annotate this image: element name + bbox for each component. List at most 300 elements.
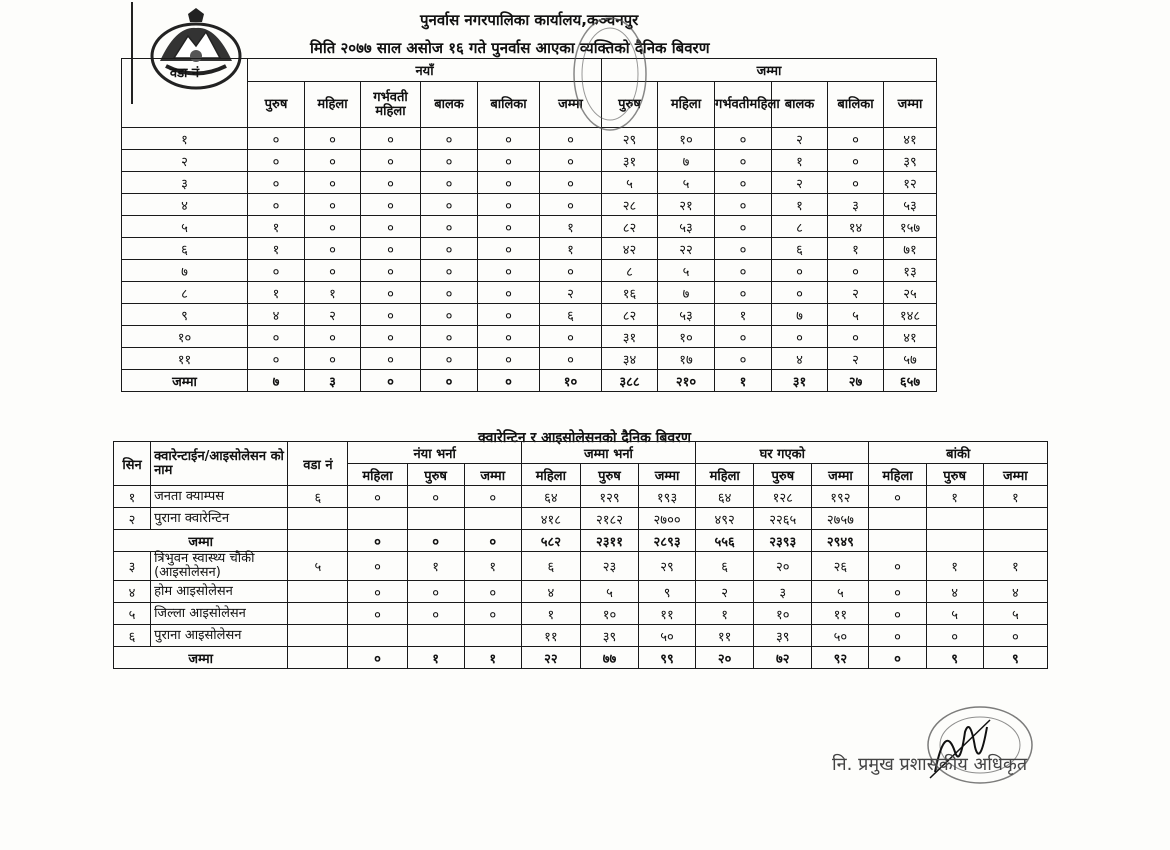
table-cell: ४ — [521, 581, 580, 603]
table-cell — [869, 530, 926, 552]
sn-cell: ५ — [114, 603, 151, 625]
table-cell: ० — [540, 260, 602, 282]
table-cell: ० — [540, 348, 602, 370]
table-cell: ३९ — [754, 625, 812, 647]
table-row — [122, 238, 937, 260]
table-cell: १० — [540, 370, 602, 392]
table-cell: १ — [540, 216, 602, 238]
table-cell: ० — [869, 486, 926, 508]
table-cell: ४१ — [884, 128, 937, 150]
table-cell: ४२ — [602, 238, 658, 260]
table-cell: ० — [248, 260, 305, 282]
table-cell: १९२ — [812, 486, 869, 508]
table-cell: १ — [772, 194, 828, 216]
went-home-header: घर गएको — [696, 442, 869, 464]
table-cell: ११ — [122, 348, 248, 370]
table-cell: ० — [421, 348, 478, 370]
table-cell: ३ — [305, 370, 361, 392]
sn-cell: ३ — [114, 552, 151, 581]
table-cell: १५७ — [884, 216, 937, 238]
table-cell: ७ — [658, 282, 715, 304]
table-cell: ० — [478, 260, 540, 282]
table-row — [122, 326, 937, 348]
table-cell: १ — [926, 552, 983, 581]
table-cell: १६ — [602, 282, 658, 304]
table-cell — [926, 530, 983, 552]
table-cell: ७ — [248, 370, 305, 392]
col-header-total: महिला — [658, 82, 715, 128]
table-cell: ० — [361, 282, 421, 304]
table-cell: ६ — [540, 304, 602, 326]
table-cell: २३ — [580, 552, 638, 581]
table-cell: ५३ — [658, 304, 715, 326]
subtotal-label: जम्मा — [114, 647, 288, 669]
table-cell: ० — [540, 172, 602, 194]
subtotal-row — [114, 647, 1048, 669]
table-cell: ० — [361, 216, 421, 238]
table-cell: ० — [248, 348, 305, 370]
facility-name-cell: जिल्ला आइसोलेसन — [151, 603, 288, 625]
ward-cell — [288, 530, 348, 552]
table-cell: ० — [540, 128, 602, 150]
col-header-new: महिला — [305, 82, 361, 128]
table-row — [122, 348, 937, 370]
table-cell: ११ — [521, 625, 580, 647]
table-cell: ० — [248, 128, 305, 150]
table-row — [122, 216, 937, 238]
table-cell: १ — [248, 216, 305, 238]
table-cell: ० — [715, 194, 772, 216]
total-admit-header: जम्मा भर्ना — [521, 442, 695, 464]
table-cell — [407, 625, 464, 647]
table-row — [114, 552, 1048, 581]
col-header-total: जम्मा — [884, 82, 937, 128]
table-cell: ० — [421, 238, 478, 260]
table-cell: ६ — [122, 238, 248, 260]
table-cell: २ — [122, 150, 248, 172]
table-cell: ० — [540, 326, 602, 348]
table-cell: ६४ — [696, 486, 754, 508]
table-cell: ४ — [248, 304, 305, 326]
table-cell: ० — [478, 326, 540, 348]
facility-name-cell: त्रिभुवन स्वास्थ्य चौकी (आइसोलेसन) — [151, 552, 288, 581]
table-cell: ० — [464, 530, 521, 552]
table-cell: ११ — [639, 603, 696, 625]
table-cell: ० — [715, 282, 772, 304]
table-cell: ० — [715, 260, 772, 282]
table-cell: १० — [658, 326, 715, 348]
ward-header: वडा नं — [122, 59, 248, 128]
table-cell: ४ — [772, 348, 828, 370]
table-cell: ० — [478, 282, 540, 304]
table-cell: २ — [696, 581, 754, 603]
table-cell: ० — [348, 647, 407, 669]
ward-cell — [288, 647, 348, 669]
table-cell: ५ — [658, 172, 715, 194]
table-cell: ० — [421, 150, 478, 172]
table-cell: ७ — [122, 260, 248, 282]
table-cell: ३८८ — [602, 370, 658, 392]
ward-no-header: वडा नं — [288, 442, 348, 486]
table-cell: ३९ — [884, 150, 937, 172]
table-cell: ० — [715, 348, 772, 370]
table-cell: १ — [248, 238, 305, 260]
col-header-new: जम्मा — [540, 82, 602, 128]
table-cell: ० — [407, 603, 464, 625]
table-cell: ३ — [122, 172, 248, 194]
table-cell: ० — [464, 603, 521, 625]
report-subtitle: मिति २०७७ साल असोज १६ गते पुनर्वास आएका व्यक्तिको दैनिक बिवरण — [310, 39, 710, 57]
table-cell: ७१ — [884, 238, 937, 260]
table-cell: १ — [715, 304, 772, 326]
total-row — [122, 370, 937, 392]
table-cell: ५ — [926, 603, 983, 625]
table-cell: ० — [305, 260, 361, 282]
table-cell: ० — [361, 260, 421, 282]
sub-col-header: जम्मा — [983, 464, 1047, 486]
table-cell: १० — [754, 603, 812, 625]
table-cell — [869, 508, 926, 530]
facility-name-cell: पुराना आइसोलेसन — [151, 625, 288, 647]
table-cell: ५३ — [658, 216, 715, 238]
table-cell: ० — [715, 216, 772, 238]
table-cell: ० — [478, 216, 540, 238]
table-cell: ० — [715, 326, 772, 348]
facility-name-cell: होम आइसोलेसन — [151, 581, 288, 603]
table-row — [122, 172, 937, 194]
table-cell: १२९ — [580, 486, 638, 508]
table-cell: ० — [421, 216, 478, 238]
table-cell: ११ — [812, 603, 869, 625]
table-cell: २१८२ — [580, 508, 638, 530]
total-group-header: जम्मा — [602, 59, 937, 82]
table-cell: २८ — [602, 194, 658, 216]
table-cell: ० — [715, 238, 772, 260]
table-cell: १ — [122, 128, 248, 150]
table-cell: १ — [540, 238, 602, 260]
table-cell: ९ — [122, 304, 248, 326]
table-cell: ३ — [754, 581, 812, 603]
officer-designation: नि. प्रमुख प्रशासकीय अधिकृत — [832, 754, 1028, 775]
table-cell: १ — [521, 603, 580, 625]
sn-cell: ४ — [114, 581, 151, 603]
table-cell: ० — [869, 581, 926, 603]
remaining-header: बांकी — [869, 442, 1048, 464]
table-cell: १७ — [658, 348, 715, 370]
table-cell: १९३ — [639, 486, 696, 508]
table-cell: १ — [696, 603, 754, 625]
table-cell: ४ — [926, 581, 983, 603]
table-cell — [926, 508, 983, 530]
sub-col-header: जम्मा — [812, 464, 869, 486]
table-cell: ० — [361, 348, 421, 370]
sub-col-header: महिला — [696, 464, 754, 486]
table-cell: ६ — [696, 552, 754, 581]
table-cell: १२८ — [754, 486, 812, 508]
table-cell: ८ — [772, 216, 828, 238]
table-cell: ५ — [122, 216, 248, 238]
table-cell: ० — [540, 194, 602, 216]
ward-cell — [288, 581, 348, 603]
table-cell: २ — [772, 172, 828, 194]
table-cell: ५ — [983, 603, 1047, 625]
table-cell: ० — [478, 194, 540, 216]
table-cell: १ — [305, 282, 361, 304]
table-cell: १ — [715, 370, 772, 392]
table-cell: ० — [348, 552, 407, 581]
table-cell: ० — [926, 625, 983, 647]
table-cell: ० — [421, 370, 478, 392]
table-cell — [348, 508, 407, 530]
sn-cell: ६ — [114, 625, 151, 647]
table-cell: ० — [248, 194, 305, 216]
col-header-total: बालिका — [828, 82, 884, 128]
table-cell: २३९३ — [754, 530, 812, 552]
table-cell: ० — [348, 581, 407, 603]
office-stamp-icon — [562, 2, 657, 142]
sub-col-header: पुरुष — [926, 464, 983, 486]
table-cell: ८ — [122, 282, 248, 304]
table-cell: ६ — [521, 552, 580, 581]
sub-col-header: जम्मा — [639, 464, 696, 486]
table-cell: ६ — [772, 238, 828, 260]
table-cell: ० — [361, 304, 421, 326]
table-cell: १ — [464, 552, 521, 581]
subtotal-row — [114, 530, 1048, 552]
table-cell: २७०० — [639, 508, 696, 530]
col-header-new: बालक — [421, 82, 478, 128]
table-cell: ० — [361, 150, 421, 172]
sub-col-header: महिला — [521, 464, 580, 486]
table-cell: ० — [305, 216, 361, 238]
table-cell: ० — [478, 238, 540, 260]
table-row — [114, 603, 1048, 625]
table-cell: ० — [869, 603, 926, 625]
table-cell: ० — [407, 486, 464, 508]
table-cell: १ — [983, 486, 1047, 508]
table-cell: ४ — [122, 194, 248, 216]
table-cell: १ — [828, 238, 884, 260]
table-cell: ० — [478, 304, 540, 326]
table-cell: ६५७ — [884, 370, 937, 392]
table-cell: ० — [248, 150, 305, 172]
table-cell: ७ — [658, 150, 715, 172]
col-header-total: पुरुष — [602, 82, 658, 128]
table-cell: ५८२ — [521, 530, 580, 552]
table-cell: ३९ — [580, 625, 638, 647]
table-cell: ० — [305, 238, 361, 260]
table-cell: ० — [361, 128, 421, 150]
sub-col-header: जम्मा — [464, 464, 521, 486]
table-cell: ० — [464, 581, 521, 603]
ward-cell — [288, 603, 348, 625]
new-group-header: नयाँ — [248, 59, 602, 82]
table-cell: ९ — [639, 581, 696, 603]
table-cell: ० — [305, 348, 361, 370]
table-cell: २९४९ — [812, 530, 869, 552]
sub-col-header: महिला — [869, 464, 926, 486]
table-cell: ० — [421, 194, 478, 216]
table-cell: ० — [361, 326, 421, 348]
table-cell: १ — [772, 150, 828, 172]
col-header-new: पुरुष — [248, 82, 305, 128]
subtotal-label: जम्मा — [114, 530, 288, 552]
table-cell: ० — [421, 304, 478, 326]
table-cell: जम्मा — [122, 370, 248, 392]
table-cell: ० — [348, 603, 407, 625]
table-cell: १० — [580, 603, 638, 625]
table-cell: ० — [828, 326, 884, 348]
table-cell: ० — [869, 647, 926, 669]
quarantine-section-title: क्वारेन्टिन र आइसोलेसनको दैनिक बिवरण — [478, 430, 692, 446]
col-header-total: गर्भवतीमहिला — [715, 82, 772, 128]
table-row — [122, 304, 937, 326]
table-cell: ० — [869, 625, 926, 647]
table-cell: २७५७ — [812, 508, 869, 530]
table-cell: ० — [305, 172, 361, 194]
table-cell: ७२ — [754, 647, 812, 669]
table-cell: ० — [421, 128, 478, 150]
table-cell: २० — [696, 647, 754, 669]
table-cell: २५ — [884, 282, 937, 304]
table-cell: ५० — [812, 625, 869, 647]
table-cell: ० — [772, 282, 828, 304]
table-cell: १० — [122, 326, 248, 348]
table-row — [114, 581, 1048, 603]
ward-cell — [288, 508, 348, 530]
table-cell: ० — [983, 625, 1047, 647]
table-cell: ५ — [658, 260, 715, 282]
table-cell: २२६५ — [754, 508, 812, 530]
sub-col-header: पुरुष — [754, 464, 812, 486]
table-cell: २२ — [658, 238, 715, 260]
col-header-new: गर्भवती महिला — [361, 82, 421, 128]
daily-arrivals-table — [121, 58, 937, 392]
table-cell: १ — [248, 282, 305, 304]
table-cell: ० — [715, 172, 772, 194]
table-cell: ० — [478, 150, 540, 172]
table-cell: २३११ — [580, 530, 638, 552]
table-cell: ८२ — [602, 304, 658, 326]
table-cell: ९९ — [639, 647, 696, 669]
facility-name-header: क्वारेन्टाईन/आइसोलेसन को नाम — [151, 442, 288, 486]
table-cell: ० — [478, 370, 540, 392]
table-cell: २१० — [658, 370, 715, 392]
table-cell: ० — [540, 150, 602, 172]
table-cell: ५३ — [884, 194, 937, 216]
table-cell: ० — [828, 150, 884, 172]
ward-cell: ५ — [288, 552, 348, 581]
table-cell: ८२ — [602, 216, 658, 238]
table-cell: ० — [421, 282, 478, 304]
table-cell: ० — [421, 172, 478, 194]
table-cell: २७ — [828, 370, 884, 392]
table-cell: ० — [421, 260, 478, 282]
table-cell: ० — [248, 172, 305, 194]
table-cell: ३ — [828, 194, 884, 216]
table-cell: २ — [305, 304, 361, 326]
table-row — [114, 486, 1048, 508]
sub-col-header: पुरुष — [580, 464, 638, 486]
table-cell: ० — [348, 530, 407, 552]
sub-col-header: महिला — [348, 464, 407, 486]
table-cell — [407, 508, 464, 530]
table-cell: ० — [828, 260, 884, 282]
sn-cell: १ — [114, 486, 151, 508]
table-cell: २ — [540, 282, 602, 304]
table-row — [122, 150, 937, 172]
table-cell: २९ — [639, 552, 696, 581]
table-cell: ४१ — [884, 326, 937, 348]
table-cell: २ — [828, 348, 884, 370]
table-cell: ७ — [772, 304, 828, 326]
table-cell: ० — [464, 486, 521, 508]
table-cell — [464, 625, 521, 647]
table-cell: ० — [361, 172, 421, 194]
col-header-new: बालिका — [478, 82, 540, 128]
table-cell: ० — [772, 260, 828, 282]
table-cell: १ — [983, 552, 1047, 581]
office-title: पुनर्वास नगरपालिका कार्यालय,कञ्चनपुर — [420, 11, 639, 29]
table-cell: ० — [348, 486, 407, 508]
sn-header: सिन — [114, 442, 151, 486]
table-row — [122, 128, 937, 150]
table-cell: ० — [478, 172, 540, 194]
table-row — [122, 194, 937, 216]
table-cell: ५० — [639, 625, 696, 647]
table-cell: ० — [715, 150, 772, 172]
table-cell: ११ — [696, 625, 754, 647]
table-cell: ४१८ — [521, 508, 580, 530]
table-cell: ० — [361, 370, 421, 392]
table-cell: २२ — [521, 647, 580, 669]
ward-cell — [288, 625, 348, 647]
table-cell: ० — [828, 128, 884, 150]
ward-cell: ६ — [288, 486, 348, 508]
sn-cell: २ — [114, 508, 151, 530]
table-row — [122, 260, 937, 282]
table-cell — [983, 508, 1047, 530]
table-row — [114, 508, 1048, 530]
table-cell: ९ — [983, 647, 1047, 669]
table-cell: २१ — [658, 194, 715, 216]
table-cell: ० — [361, 238, 421, 260]
table-cell — [348, 625, 407, 647]
table-cell: ४ — [983, 581, 1047, 603]
table-cell: ५७ — [884, 348, 937, 370]
table-cell: १४८ — [884, 304, 937, 326]
table-cell: ३४ — [602, 348, 658, 370]
table-cell: ० — [478, 128, 540, 150]
table-cell: ३१ — [772, 370, 828, 392]
table-cell: ० — [828, 172, 884, 194]
col-header-total: बालक — [772, 82, 828, 128]
table-cell: ३१ — [602, 326, 658, 348]
table-cell: १ — [926, 486, 983, 508]
table-cell: २८९३ — [639, 530, 696, 552]
table-cell: ० — [305, 128, 361, 150]
table-cell: ० — [772, 326, 828, 348]
table-cell: १ — [407, 647, 464, 669]
table-cell: ० — [305, 326, 361, 348]
table-cell: २ — [772, 128, 828, 150]
table-cell: ० — [715, 128, 772, 150]
table-cell: ५ — [602, 172, 658, 194]
table-cell: १ — [464, 647, 521, 669]
table-cell — [464, 508, 521, 530]
new-admit-header: नंया भर्ना — [348, 442, 521, 464]
table-cell: १ — [407, 552, 464, 581]
